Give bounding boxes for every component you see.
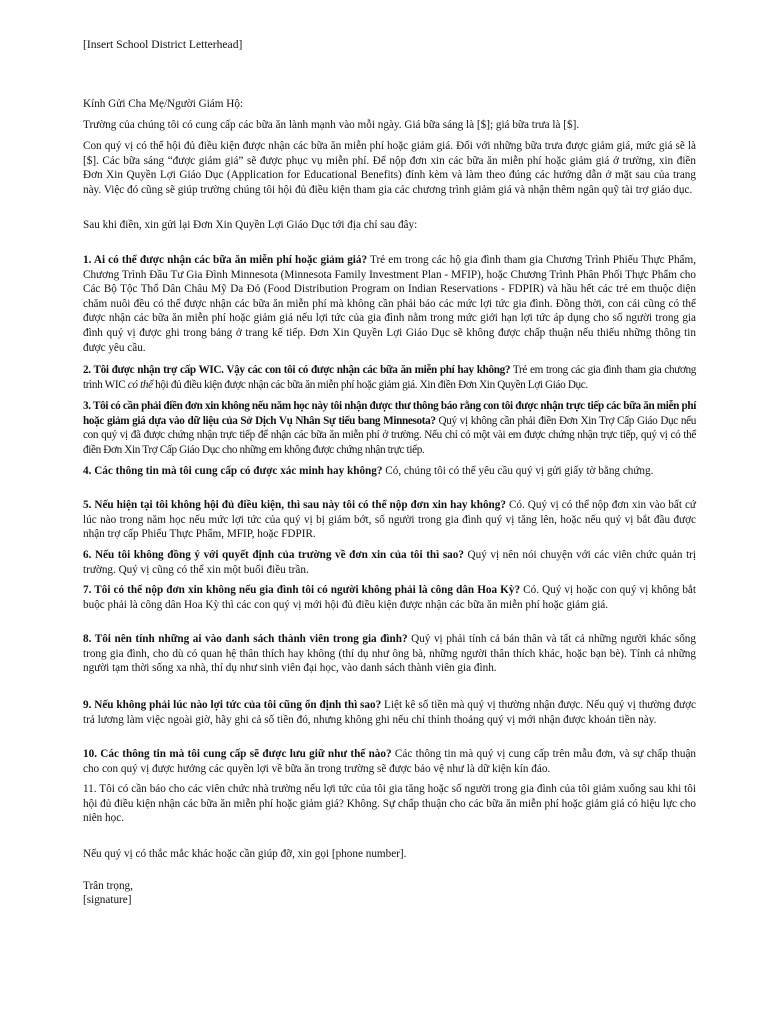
faq-item-6 [83, 548, 696, 577]
salutation: Kính Gửi Cha Mẹ/Người Giám Hộ: [83, 98, 244, 110]
intro-paragraph-3: Sau khi điền, xin gửi lại Đơn Xin Quyền Lợi Giáo Dục tới địa chỉ sau đây: [83, 219, 418, 231]
faq-question-4: 4. Các thông tin mà tôi cung cấp có được xác minh hay không? [83, 465, 383, 477]
faq-item-10 [83, 747, 696, 776]
faq-answer-9: Liệt kê số tiền mà quý vị thường nhận được. Nếu quý vị thường được trả lương làm việc ngoài giờ, hãy ghi cả số tiền đó, nhưng không ghi nếu chỉ thỉnh thoảng quý vị mới nhận được khoản tiền này. [83, 699, 696, 726]
faq-question-6: 6. Nếu tôi không đồng ý với quyết định của trường về đơn xin của tôi thì sao? [83, 549, 464, 561]
contact-line: Nếu quý vị có thắc mắc khác hoặc cần giúp đỡ, xin gọi [phone number]. [83, 848, 407, 860]
faq-item-3 [83, 399, 696, 457]
faq-question-2: 2. Tôi được nhận trợ cấp WIC. Vậy các con tôi có được nhận các bữa ăn miễn phí hay không? [83, 364, 511, 376]
faq-question-9: 9. Nếu không phải lúc nào lợi tức của tôi cũng ổn định thì sao? [83, 699, 382, 711]
faq-question-7: 7. Tôi có thể nộp đơn xin không nếu gia đình tôi có người không phải là công dân Hoa Kỳ? [83, 584, 521, 596]
intro-paragraph-2: Con quý vị có thể hội đủ điều kiện được nhận các bữa ăn miễn phí hoặc giảm giá. Đối với những bữa trưa được giảm giá, mức giá sẽ là [$]. Các bữa sáng “được giảm giá” sẽ được phục vụ miễn phí. Để nộp đơn xin các bữa ăn miễn phí hoặc giảm giá ở trường, xin điền Đơn Xin Quyền Lợi Giáo Dục (Application for Educational Benefits) đính kèm và làm theo đúng các hướng dẫn ở mặt sau của trang này. Việc đó cũng sẽ giúp trường chúng tôi hội đủ điều kiện tham gia các chương trình giảm giá và nhận thêm ngân quỹ tài trợ giáo dục. [83, 140, 696, 196]
faq-answer-6: Quý vị nên nói chuyện với các viên chức quản trị trường. Quý vị cũng có thể xin một buổi điều trần. [83, 549, 697, 576]
faq-answer-2-emphasis: có thể [127, 378, 153, 391]
letterhead-placeholder: [Insert School District Letterhead] [83, 38, 243, 51]
signature-placeholder: [signature] [83, 894, 132, 906]
faq-answer-4: Có, chúng tôi có thể yêu cầu quý vị gửi giấy tờ bằng chứng. [382, 465, 654, 477]
faq-item-4 [83, 464, 696, 479]
faq-question-10: 10. Các thông tin mà tôi cung cấp sẽ được lưu giữ như thế nào? [83, 748, 392, 760]
faq-answer-5: Có. Quý vị có thể nộp đơn xin vào bất cứ lúc nào trong năm học nếu mức lợi tức của quý vị bị giảm bớt, số người trong gia đình quý vị tăng lên, hoặc nếu quý vị bắt đầu được nhận trợ cấp Phiếu Thực Phẩm, MFIP, hoặc FDPIR. [83, 499, 696, 541]
faq-answer-10: Các thông tin mà quý vị cung cấp trên mẫu đơn, và sự chấp thuận cho con quý vị được hưởng các quyền lợi về bữa ăn trong trường sẽ được bảo vệ như là dữ kiện kín đáo. [83, 748, 697, 775]
faq-item-5 [83, 498, 696, 542]
faq-question-3: 3. Tôi có cần phải điền đơn xin không nếu năm học này tôi nhận được thư thông báo rằng con tôi được nhận trực tiếp các bữa ăn miễn phí hoặc giảm giá dựa vào dữ liệu của Sở Dịch Vụ Nhân Sự tiểu bang Minnesota? [83, 400, 696, 427]
faq-answer-2-part-2: hội đủ điều kiện được nhận các bữa ăn miễn phí hoặc giảm giá. Xin điền Đơn Xin Quyền Lợi Giáo Dục. [152, 378, 588, 391]
closing: Trân trọng, [83, 880, 133, 892]
faq-question-8: 8. Tôi nên tính những ai vào danh sách thành viên trong gia đình? [83, 633, 408, 645]
faq-item-9 [83, 698, 696, 727]
faq-item-1 [83, 253, 696, 355]
faq-question-5: 5. Nếu hiện tại tôi không hội đủ điều kiện, thì sau này tôi có thể nộp đơn xin hay không? [83, 499, 506, 511]
faq-answer-7: Có. Quý vị hoặc con quý vị không bắt buộc phải là công dân Hoa Kỳ thì các con quý vị mới hội đủ điều kiện được nhận các bữa ăn miễn phí hoặc giảm giá. [83, 584, 696, 611]
faq-question-1: 1. Ai có thể được nhận các bữa ăn miễn phí hoặc giảm giá? [83, 254, 368, 266]
faq-answer-2-part-1: Trẻ em trong các gia đình tham gia chương trình WIC [83, 364, 696, 391]
intro-paragraph-1: Trường của chúng tôi có cung cấp các bữa ăn lành mạnh vào mỗi ngày. Giá bữa sáng là [$]; giá bữa trưa là [$]. [83, 119, 580, 131]
faq-answer-8: Quý vị phải tính cả bản thân và tất cả những người khác sống trong gia đình, cho dù có quan hệ thân thích hay không (thí dụ như ông bà, những người thân thích khác, hoặc bạn bè). Tính cả những người tạm thời sống xa nhà, thí dụ như sinh viên đại học, vào danh sách thành viên gia đình. [83, 633, 696, 675]
faq-item-7 [83, 583, 696, 612]
faq-item-11 [83, 782, 696, 826]
faq-answer-11: 11. Tôi có cần báo cho các viên chức nhà trường nếu lợi tức của tôi gia tăng hoặc số người trong gia đình của tôi giảm xuống sau khi tôi hội đủ điều kiện nhận các bữa ăn miễn phí hoặc giảm giá? Không. Sự chấp thuận cho các bữa ăn miễn phí hoặc giảm giá có hiệu lực cho niên học. [83, 783, 696, 825]
faq-item-8 [83, 632, 696, 676]
faq-answer-3: Quý vị không cần phải điền Đơn Xin Trợ Cấp Giáo Dục nếu con quý vị đã được chứng nhận trực tiếp để nhận các bữa ăn miễn phí ở trường. Nếu chỉ có một vài em được chứng nhận trực tiếp, quý vị có thể điền Đơn Xin Trợ Cấp Giáo Dục cho những em không được chứng nhận trực tiếp. [83, 414, 696, 456]
faq-answer-1: Trẻ em trong các hộ gia đình tham gia Chương Trình Phiếu Thực Phẩm, Chương Trình Đầu Tư Gia Đình Minnesota (Minnesota Family Investment Plan - MFIP), hoặc Chương Trình Phân Phối Thực Phẩm cho Các Bộ Tộc Thổ Dân Châu Mỹ Da Đỏ (Food Distribution Program on Indian Reservations - FDPIR) và hầu hết các trẻ em thuộc diện chăm nuôi đều có thể được nhận các bữa ăn miễn phí mà không cần phải báo các mức lợi tức gia đình. Đồng thời, con cái cũng có thể được nhận các bữa ăn miễn phí hoặc giảm giá nếu lợi tức của gia đình nằm trong mức giới hạn lợi tức áp dụng cho số người trong gia đình quý vị được ghi trong bảng ở trang kế tiếp. Đơn Xin Quyền Lợi Giáo Dục sẽ không được chấp thuận nếu thiếu những thông tin được yêu cầu. [83, 254, 696, 354]
faq-item-2 [83, 363, 696, 392]
